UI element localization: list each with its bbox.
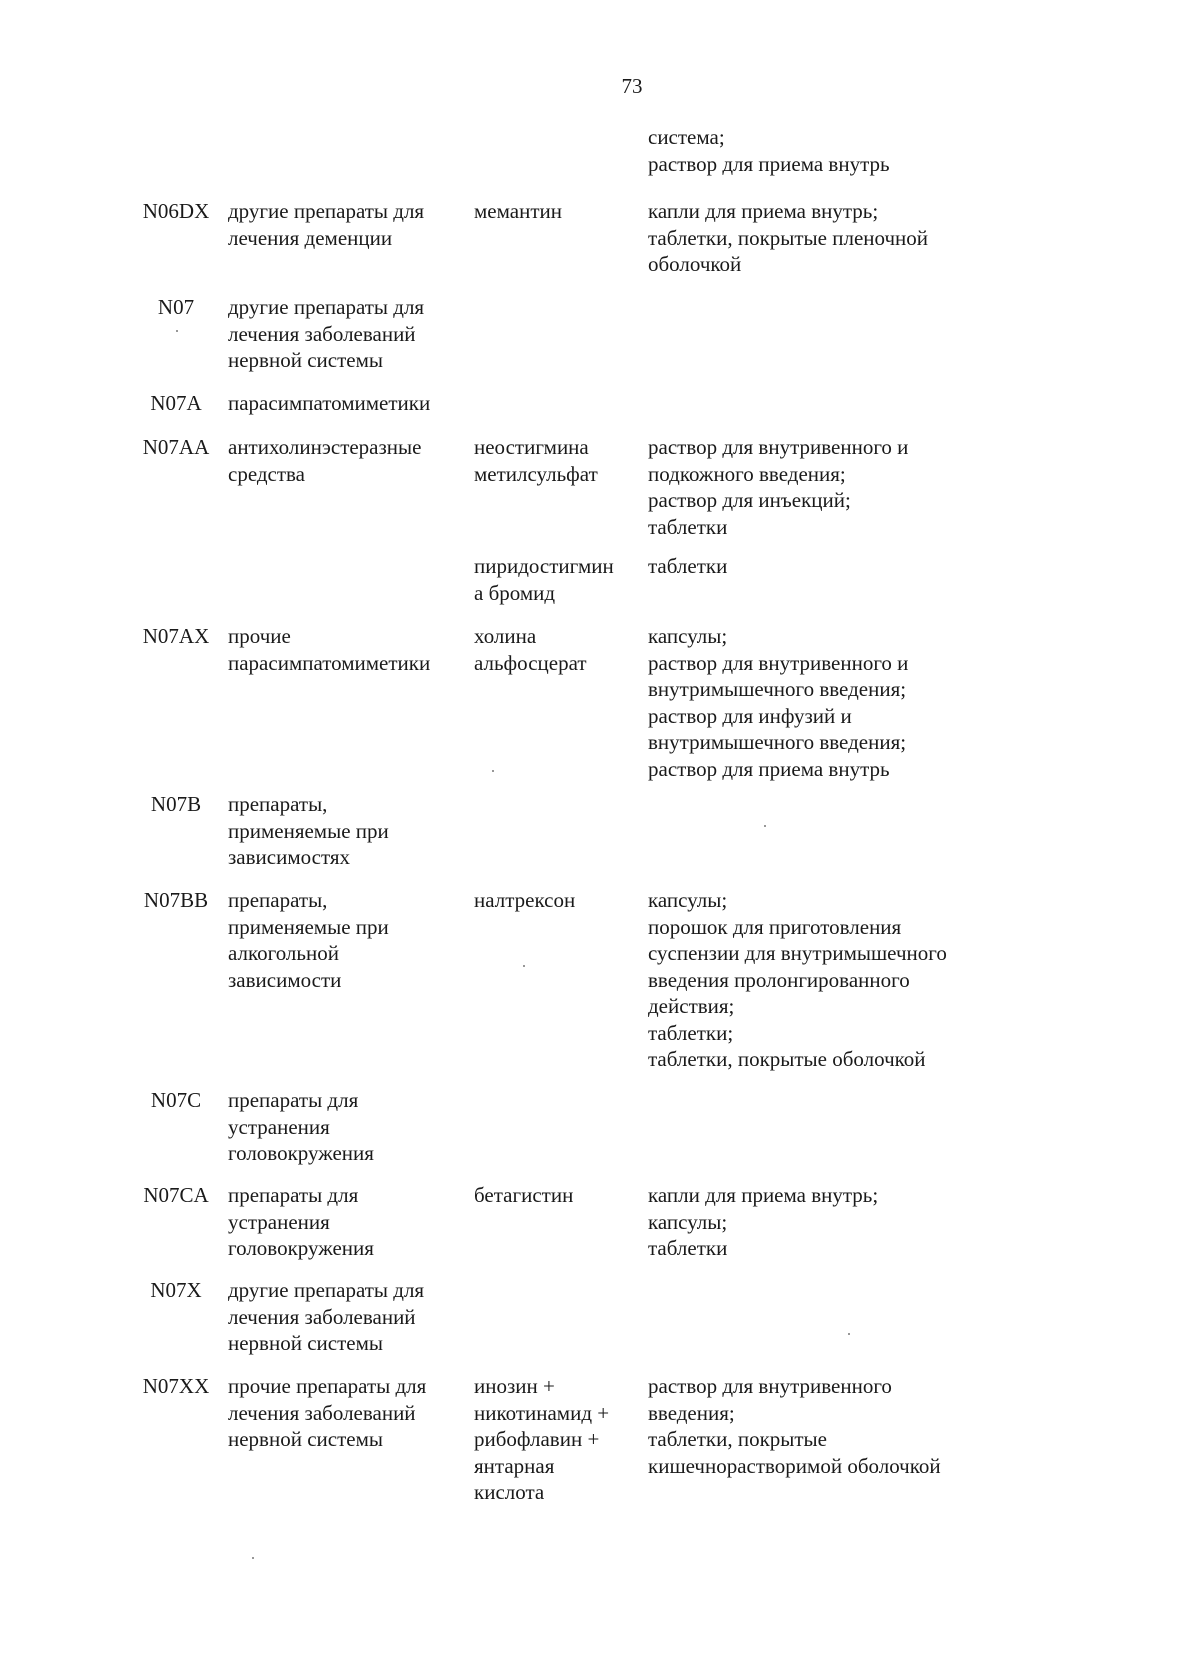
table-row (0, 390, 1200, 434)
drug-name: бетагистин (474, 1183, 574, 1207)
atc-code: N07CA (143, 1183, 209, 1207)
table-row (0, 1182, 1200, 1277)
drug-name: инозин + никотинамид + рибофлавин + янтарная кислота (474, 1374, 610, 1504)
atc-group-name: антихолинэстеразные средства (228, 435, 422, 486)
atc-group-name: другие препараты для лечения заболеваний нервной системы (228, 295, 425, 372)
atc-code: N07X (150, 1278, 202, 1302)
atc-group-name: препараты, применяемые при зависимостях (228, 792, 389, 869)
atc-group-name: препараты для устранения головокружения (228, 1088, 374, 1165)
scan-speck (176, 330, 178, 332)
table-row (0, 623, 1200, 791)
table-row (0, 553, 1200, 623)
dosage-form: капли для приема внутрь; таблетки, покрытые пленочной оболочкой (648, 199, 929, 276)
atc-group-name: прочие парасимпатомиметики (228, 624, 431, 675)
atc-code: N07 (157, 295, 195, 319)
dosage-form: таблетки (648, 554, 728, 578)
dosage-form: система; раствор для приема внутрь (648, 125, 890, 176)
page-number: 73 (621, 74, 643, 98)
scan-speck (252, 1557, 254, 1559)
table-row (0, 887, 1200, 1087)
scan-speck (492, 770, 494, 772)
atc-group-name: препараты, применяемые при алкогольной зависимости (228, 888, 389, 992)
drug-name: пиридостигмин а бромид (474, 554, 614, 605)
dosage-form: раствор для внутривенного введения; таблетки, покрытые кишечнорастворимой оболочкой (648, 1374, 941, 1478)
table-row (0, 1373, 1200, 1513)
scan-speck (523, 965, 525, 967)
drug-classification-table (0, 124, 1200, 1513)
atc-code: N07XX (142, 1374, 210, 1398)
atc-group-name: препараты для устранения головокружения (228, 1183, 374, 1260)
atc-group-name: другие препараты для лечения деменции (228, 199, 425, 250)
table-row (0, 198, 1200, 294)
drug-name: холина альфосцерат (474, 624, 587, 675)
table-row (0, 124, 1200, 198)
table-row (0, 791, 1200, 887)
dosage-form: капсулы; раствор для внутривенного и внутримышечного введения; раствор для инфузий и внутримышечного введения; раствор для приема внутрь (648, 624, 909, 781)
drug-name: налтрексон (474, 888, 576, 912)
scan-speck (848, 1333, 850, 1335)
dosage-form: капли для приема внутрь; капсулы; таблетки (648, 1183, 879, 1260)
atc-code: N07AX (142, 624, 210, 648)
atc-code: N07B (150, 792, 202, 816)
drug-name: неостигмина метилсульфат (474, 435, 598, 486)
atc-code: N06DX (142, 199, 210, 223)
atc-code: N07C (150, 1088, 202, 1112)
table-row (0, 1277, 1200, 1373)
drug-name: мемантин (474, 199, 562, 223)
table-row (0, 434, 1200, 553)
scan-speck (764, 825, 766, 827)
atc-group-name: прочие препараты для лечения заболеваний нервной системы (228, 1374, 427, 1451)
table-row (0, 294, 1200, 390)
atc-group-name: другие препараты для лечения заболеваний нервной системы (228, 1278, 425, 1355)
atc-code: N07AA (142, 435, 210, 459)
table-row (0, 1087, 1200, 1182)
atc-code: N07BB (143, 888, 209, 912)
atc-code: N07A (150, 391, 202, 415)
dosage-form: раствор для внутривенного и подкожного введения; раствор для инъекций; таблетки (648, 435, 909, 539)
dosage-form: капсулы; порошок для приготовления суспензии для внутримышечного введения пролонгированного действия; таблетки; таблетки, покрытые оболочкой (648, 888, 947, 1071)
atc-group-name: парасимпатомиметики (228, 391, 431, 415)
